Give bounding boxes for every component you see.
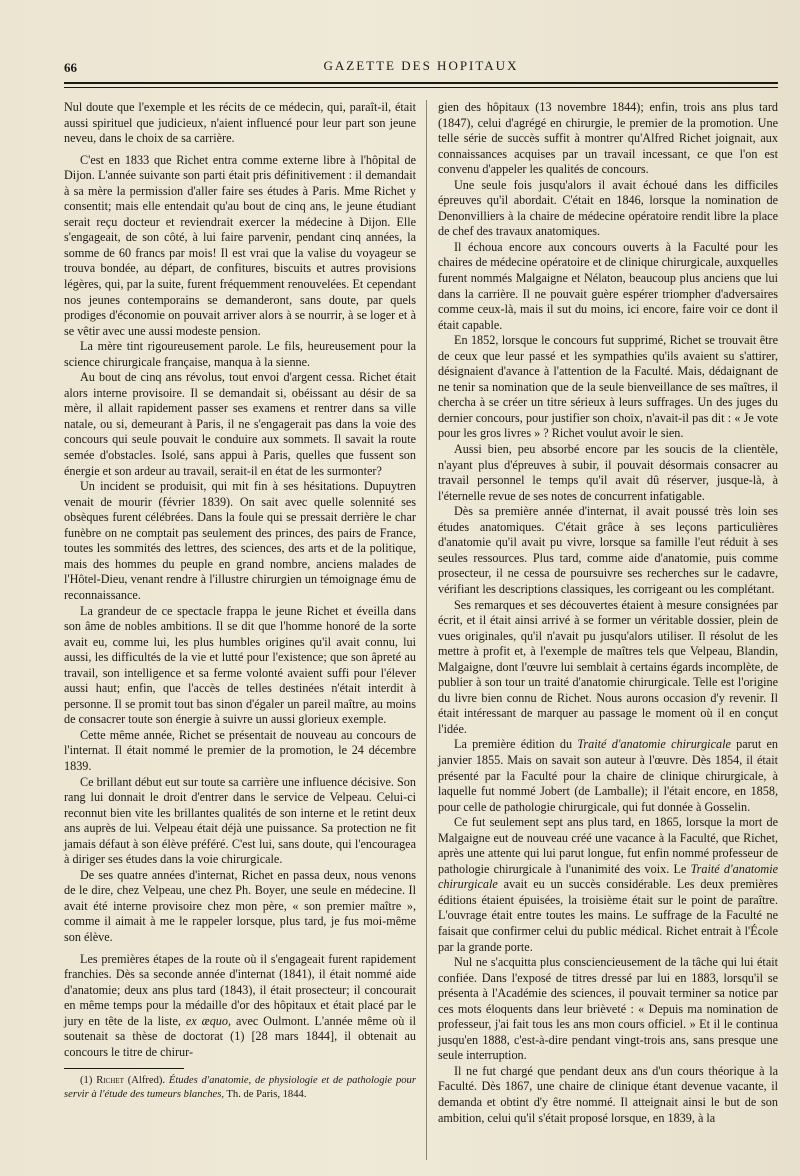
page-number: 66 [64,60,77,75]
text-run: , avec Oulmont. L'année même où il soutenait sa thèse de doctorat (1) [28 mars 1844], il obtenait au concours le titre de chirur- [64,1013,416,1059]
text-run: , Th. de Paris, 1844. [221,1088,307,1100]
page-header [64,58,778,80]
paragraph: Nul ne s'acquitta plus consciencieusement de la tâche qui lui était confiée. Dans l'exposé de titres dressé par lui en 1883, lorsqu'il se présenta à l'Académie des sciences, il pouvait terminer sa notice par ces mots éloquents dans leur brièveté : « Depuis ma nomination de professeur, j'ai fait tous les ans mon cours officiel. » Et il le continua jusqu'en 1888, c'est-à-dire pendant vingt-trois ans, sans presque une seule interruption. [438,955,778,1063]
italic-phrase: ex æquo [185,1013,228,1028]
paragraph: Dès sa première année d'internat, il avait poussé très loin ses études anatomiques. C'était grâce à ses leçons particulières d'anatomie qu'il avait pu vivre, lorsque sa famille l'eut réduit à ses seules ressources. Plus tard, comme aide d'anatomie, puis comme prosecteur, il ne cessa de poursuivre ses recherches sur le cadavre, vérifiant les descriptions classiques, les corrigeant ou les complétant. [438,504,778,596]
footnote-title: Études d'anatomie, de physiologie et de pathologie pour servir à l'étude des tumeurs blanches [64,1075,416,1100]
paragraph: Ses remarques et ses découvertes étaient à mesure consignées par écrit, et il était ainsi arrivé à se former un véritable dossier, plein de vues originales, qu'il n'avait pu jusqu'alors utiliser. Il résolut de les mettre à profit et, à l'exemple de maîtres tels que Velpeau, Blandin, Malgaigne, dont l'œuvre lui semblait à certains égards incomplète, de publier à son tour un traité d'anatomie chirurgicale. Telle est l'origine du livre bien connu de Richet. Nous aurons occasion d'y revenir. Il était intéressant de marquer au passage le moment où il en conçut l'idée. [438,597,778,736]
paragraph: Il ne fut chargé que pendant deux ans d'un cours théorique à la Faculté. Dès 1867, une chaire de clinique étant devenue vacante, il demanda et obtint d'y être nommé. Il atteignait ainsi le but de son ambition, celui qu'il s'était proposé lorsque, en 1839, à la [438,1063,778,1125]
paragraph: En 1852, lorsque le concours fut supprimé, Richet se trouvait être de ceux que leur passé et les sympathies qu'ils avaient su s'attirer, désignaient d'avance à l'attention de la Faculté. Mais, dédaignant de ne tenir sa nomination que de la seule bienveillance de ses maîtres, il chercha à se créer un titre sérieux à leurs suffrages. Un des juges du dernier concours, pour justifier son choix, n'avait-il pas dit : « Je vote pour les gros livres » ? Richet voulut avoir le sien. [438,333,778,441]
text-run: (Alfred). [123,1075,169,1087]
paragraph: Nul doute que l'exemple et les récits de ce médecin, qui, paraît-il, était aussi spirituel que judicieux, n'aient influencé pour leur part son jeune neveu, dans le choix de sa carrière. [64,100,416,146]
paragraph: Il échoua encore aux concours ouverts à la Faculté pour les chaires de médecine opératoire et de clinique chirurgicale, auxquelles furent nommés Malgaigne et Nélaton, beaucoup plus anciens que lui dans la carrière. Il ne pouvait guère espérer triompher d'adversaires comme ceux-là, mais il sut du moins, ici encore, faire voir ce dont il était capable. [438,239,778,332]
text-run: Ce fut seulement sept ans plus tard, en 1865, lorsque la mort de Malgaigne eut de nouveau créé une vacance à la Faculté, que Richet, après une attente qui lui parut longue, fut enfin nommé professeur de pathologie chirurgicale à l'unanimité des voix. Le [438,815,778,876]
paragraph: Ce brillant début eut sur toute sa carrière une influence décisive. Son rang lui donnait le droit d'entrer dans le service de Velpeau. Celui-ci reconnut bien vite les brillantes qualités de son interne et le retint deux ans auprès de lui. Velpeau était déjà une puissance. Sa protection ne fit jamais défaut à son élève préféré. C'est lui, sans doute, qui l'encouragea à diriger ses études dans la voie chirurgicale. [64,774,416,867]
header-rule-thin [64,87,778,88]
footnote-rule [64,1068,184,1069]
paragraph: La grandeur de ce spectacle frappa le jeune Richet et éveilla dans son âme de nobles ambitions. Il se dit que l'homme honoré de la sorte avait eu, comme lui, les plus humbles origines qu'il avait connu, lui aussi, les difficultés de la vie et lutté pour l'existence; que son âpreté au travail, son intelligence et sa ferme volonté avaient suffi pour l'élever aussi haut; enfin, que l'accès de telles destinées n'était interdit à personne. Il se promit tout bas sinon d'égaler un pareil maître, au moins de consacrer toute son énergie à suivre un aussi glorieux exemple. [64,603,416,727]
paragraph: Un incident se produisit, qui mit fin à ses hésitations. Dupuytren venait de mourir (février 1839). On sait avec quelle solennité ses obsèques furent célébrées. Dans la foule qui se pressait derrière le char funèbre on ne comptait pas seulement des princes, des pairs de France, toutes les sommités des lettres, des sciences, des arts et de la politique, mais des hommes du peuple en grand nombre, anciens malades de l'Hôtel-Dieu, venant rendre à l'illustre chirurgien un témoignage ému de reconnaissance. [64,479,416,602]
left-column [64,100,416,1101]
paragraph: Aussi bien, peu absorbé encore par les soucis de la clientèle, n'ayant plus d'épreuves à subir, il pouvait désormais consacrer au travail personnel le temps qu'il avait dû réserver, jusque-là, à l'éternelle revue de ses notes de concurrent infatigable. [438,442,778,503]
paragraph: Une seule fois jusqu'alors il avait échoué dans les difficiles épreuves qu'il abordait. C'était en 1846, lorsque la nomination de Denonvilliers à la chaire de médecine opératoire rendit libre la place de chef des travaux anatomiques. [438,177,778,239]
paragraph: C'est en 1833 que Richet entra comme externe libre à l'hôpital de Dijon. L'année suivante son parti était pris définitivement : il demandait à sa mère la permission d'aller faire ses études à Paris. Mme Richet y consentit; mais elle entendait qu'au bout de cinq ans, le jeune étudiant serait reçu docteur et reviendrait exercer la médecine à Dijon. Elle s'engageait, de son côté, à lui faire parvenir, pendant cinq années, la somme de 60 francs par mois! Il est vrai que la valise du voyageur se trouva bondée, au départ, de confitures, biscuits et autres provisions légères, qui, par la suite, furent fréquemment renouvelées. Et cependant nos jeunes contemporains se demanderont, sans doute, par quels prodiges d'économie on pouvait arriver alors à se nourrir, à se loger et à se vêtir avec une aussi modeste pension. [64,152,416,338]
italic-phrase: Traité d'anatomie chirurgicale [577,737,731,752]
text-run: La première édition du [454,737,578,752]
paragraph [64,952,416,1061]
paragraph [438,815,778,955]
paragraph: Cette même année, Richet se présentait de nouveau au concours de l'internat. Il était nommé le premier de la promotion, le 24 décembre 1839. [64,727,416,773]
column-divider [426,100,427,1160]
paragraph [438,737,778,815]
paragraph: gien des hôpitaux (13 novembre 1844); enfin, trois ans plus tard (1847), celui d'agrégé en chirurgie, le premier de la promotion. Une telle série de succès suffit à montrer qu'Alfred Richet joignait, aux connaissances acquises par un travail incessant, ce que l'on est convenu d'appeler les qualités de concours. [438,100,778,177]
footnote-author: Richet [96,1075,124,1087]
text-run: Les premières étapes de la route où il s'engageait furent rapidement franchies. Dès sa seconde année d'internat (1841), il était nommé aide d'anatomie; deux ans plus tard (1843), il était prosecteur; il concourait en même temps pour la médaille d'or des hôpitaux et était placé par le jury en tête de la liste, [64,951,416,1028]
paragraph: De ses quatre années d'internat, Richet en passa deux, nous venons de le dire, chez Velpeau, une chez Ph. Boyer, une seule en médecine. Il avait été interne provisoire chez mon père, « son premier maître », comme il aimait à me le rappeler lorsque, plus tard, je fus moi-même son élève. [64,867,416,944]
paragraph: Au bout de cinq ans révolus, tout envoi d'argent cessa. Richet était alors interne provisoire. Il se demandait si, obéissant au désir de sa mère, il allait rapidement passer ses examens et rentrer dans sa ville natale, ou si, demeurant à Paris, il ne s'engagerait pas dans la voie des concours qui seule pouvait le conduire aux sommets. Il savait la route semée d'obstacles. Isolé, sans appui à Paris, quelles que fussent son énergie et son ardeur au travail, serait-il en état de les surmonter? [64,370,416,478]
running-title: GAZETTE DES HOPITAUX [323,58,519,73]
italic-phrase: Traité d'anatomie chirurgicale [438,861,778,892]
paragraph: La mère tint rigoureusement parole. Le fils, heureusement pour la science chirurgicale française, manqua à la sienne. [64,339,416,369]
text-run: parut en janvier 1855. Mais on savait son auteur à l'œuvre. Dès 1854, il était présenté par la Faculté pour la chaire de clinique chirurgicale, à laquelle fut nommé Jobert (de Lamballe); il l'était encore, en 1858, pour celle de pathologie chirurgicale, qui fut donnée à Gosselin. [438,737,778,814]
footnote [64,1074,416,1101]
right-column [438,100,778,1126]
header-rule-thick [64,82,778,84]
text-run: avait eu un succès considérable. Les deux premières éditions étaient épuisées, la troisième était sur le point de paraître. L'ouvrage était entre toutes les mains. Le suffrage de la Faculté ne faisait que confirmer celui du public médical. Richet entrait à l'École par la grande porte. [438,877,778,954]
footnote-marker: (1) [80,1075,97,1087]
